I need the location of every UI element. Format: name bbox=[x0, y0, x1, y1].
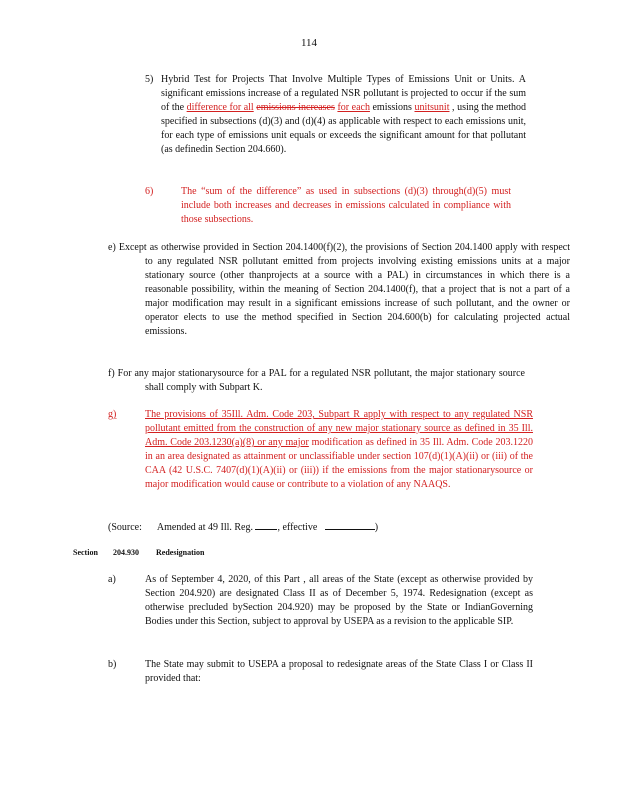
item-a-label: a) bbox=[108, 574, 116, 585]
item-5-text bbox=[161, 73, 526, 157]
item-5-inserted-3: unitsunit bbox=[414, 102, 450, 113]
item-5-deleted-1: emissions increases bbox=[256, 102, 335, 113]
item-e-text: e) Except as otherwise provided in Section 204.1400(f)(2), the provisions of Section 204.1400 apply with respect to any regulated NSR pollutant emitted from projects involving existing emissions units at a major stationary source (other thanprojects at a source with a PAL) in circumstances in which there is a reasonable possibility, within the meaning of Section 204.1400(f), that a project that is not a part of a major modification may result in a significant emissions increase of such pollutant, and the owner or operator elects to use the method specified in Section 204.600(b) for calculating projected actual emissions. bbox=[108, 242, 570, 337]
item-g-rest: modification as defined in 35 Ill. Adm. Code 203.1220 in an area designated as attainment or unclassifiable under section 107(d)(1)(A)(ii) or (iii) of the CAA (42 U.S.C. 7407(d)(1)(A)(ii) or (iii)) if the emissions from the major stationarysource or major modification would cause or contribute to a violation of any NAAQS. bbox=[145, 437, 533, 490]
source-close: ) bbox=[374, 522, 379, 533]
item-5-text-c: , using the method specified in subsections (d)(3) and (d)(4) as applicable with respect to each emissions unit, for each type of emissions unit equals or exceeds the significant amount for that pollutant (as definedin Section 204.660). bbox=[161, 102, 527, 155]
item-g-text bbox=[145, 408, 533, 492]
register-blank bbox=[255, 519, 277, 530]
item-f-text: f) For any major stationarysource for a PAL for a regulated NSR pollutant, the major stationary source shall comply with Subpart K. bbox=[108, 368, 525, 393]
section-title: Redesignation bbox=[156, 548, 205, 557]
item-5-inserted-1: difference for all bbox=[186, 102, 254, 113]
item-g-underlined: The provisions of 35Ill. Adm. Code 203, Subpart R apply with respect to any regulated NSR pollutant emitted from the construction of any new major stationary source as defined in 35 Ill. Adm. Code 203.1230(a)(8) or any major bbox=[145, 409, 533, 448]
item-5-text-a: Hybrid Test for Projects That Involve Multiple Types of Emissions Unit or Units. A significant emissions increase of a regulated NSR pollutant is projected to occur if the sum of the bbox=[161, 74, 526, 113]
item-5-text-b: emissions bbox=[369, 102, 415, 113]
source-open: (Source: bbox=[108, 522, 142, 533]
page-number: 114 bbox=[300, 37, 318, 49]
section-number: 204.930 bbox=[113, 548, 139, 557]
item-b-text: The State may submit to USEPA a proposal to redesignate areas of the State Class I or Class II provided that: bbox=[145, 659, 533, 684]
item-6-label: 6) bbox=[145, 186, 154, 197]
source-amended: Amended at 49 Ill. Reg. bbox=[156, 522, 253, 533]
effective-date-blank bbox=[325, 519, 375, 530]
item-5-label: 5) bbox=[145, 74, 154, 85]
source-effective: , effective bbox=[277, 522, 318, 533]
item-g-label: g) bbox=[108, 409, 117, 420]
section-word: Section bbox=[73, 548, 98, 557]
source-note bbox=[108, 519, 378, 535]
item-a-text: As of September 4, 2020, of this Part , all areas of the State (except as otherwise provided by Section 204.920) are designated Class II as of December 5, 1974. Redesignation (except as otherwise precluded bySection 204.920) may be proposed by the State or IndianGoverning Bodies under this Section, subject to approval by USEPA as a revision to the applicable SIP. bbox=[145, 574, 533, 627]
item-5-inserted-2: for each bbox=[337, 102, 370, 113]
item-6-text: The “sum of the difference” as used in subsections (d)(3) through(d)(5) must include both increases and decreases in emissions calculated in compliance with those subsections. bbox=[181, 186, 511, 225]
item-b-label: b) bbox=[108, 659, 117, 670]
